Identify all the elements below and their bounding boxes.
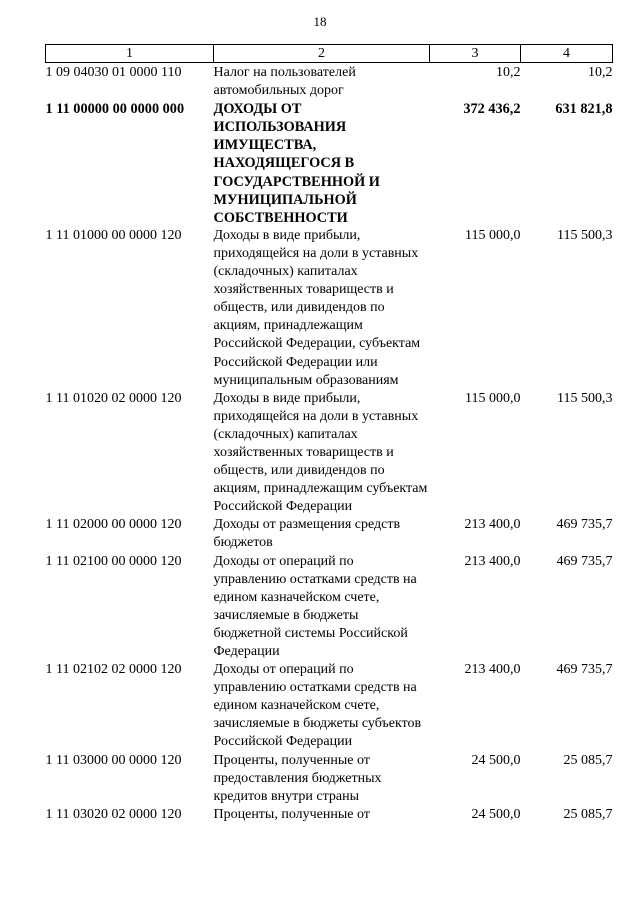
table-header-row (46, 45, 613, 63)
budget-code: 1 11 02000 00 0000 120 (45, 517, 182, 533)
column-header-4: 4 (521, 45, 613, 63)
budget-code: 1 11 01020 02 0000 120 (45, 390, 182, 406)
page-number: 18 (313, 14, 327, 29)
table-row (46, 661, 613, 751)
amount-col4: 25 085,7 (563, 752, 613, 768)
amount-col3: 213 400,0 (464, 553, 521, 569)
budget-code: 1 11 03020 02 0000 120 (45, 806, 182, 822)
revenue-name: Налог на пользователей автомобильных дорог (213, 65, 356, 99)
table-row (46, 516, 613, 552)
budget-code: 1 11 00000 00 0000 000 (45, 101, 185, 118)
amount-col3: 213 400,0 (464, 517, 521, 533)
revenue-name: Проценты, полученные от предоставления бюджетных кредитов внутри страны (213, 752, 382, 804)
amount-col3: 24 500,0 (471, 806, 521, 822)
amount-col4: 469 735,7 (556, 517, 613, 533)
revenue-name: Проценты, полученные от (213, 806, 370, 822)
amount-col4: 469 735,7 (556, 553, 613, 569)
revenue-name: Доходы от размещения средств бюджетов (213, 517, 401, 551)
table-row (46, 390, 613, 517)
revenue-name: ДОХОДЫ ОТ ИСПОЛЬЗОВАНИЯ ИМУЩЕСТВА, НАХОДЯЩЕГОСЯ В ГОСУДАРСТВЕННОЙ И МУНИЦИПАЛЬНОЙ СОБСТВЕННОСТИ (213, 101, 380, 226)
amount-col3: 372 436,2 (463, 101, 521, 118)
amount-col4: 469 735,7 (556, 662, 613, 678)
column-header-1: 1 (46, 45, 214, 63)
revenue-table (45, 44, 613, 824)
amount-col4: 115 500,3 (557, 390, 613, 406)
amount-col4: 25 085,7 (563, 806, 613, 822)
column-header-2: 2 (214, 45, 430, 63)
budget-code: 1 11 01000 00 0000 120 (45, 227, 182, 243)
amount-col4: 631 821,8 (555, 101, 613, 118)
table-row (46, 227, 613, 390)
amount-col3: 115 000,0 (465, 227, 521, 243)
table-row (46, 553, 613, 662)
amount-col3: 213 400,0 (464, 662, 521, 678)
amount-col4: 10,2 (588, 65, 613, 80)
revenue-name: Доходы в виде прибыли, приходящейся на доли в уставных (складочных) капиталах хозяйственных товариществ и обществ, или дивидендов по акциям, принадлежащим субъектам Российской Федерации (213, 390, 428, 515)
table-row (46, 63, 613, 101)
budget-code: 1 11 02100 00 0000 120 (45, 553, 182, 569)
table-row (46, 752, 613, 806)
revenue-name: Доходы в виде прибыли, приходящейся на доли в уставных (складочных) капиталах хозяйственных товариществ и обществ, или дивидендов по акциям, принадлежащим Российской Федерации, субъектам Российской Федерации или муниципальным образованиям (213, 227, 421, 388)
column-header-3: 3 (430, 45, 521, 63)
amount-col3: 24 500,0 (471, 752, 521, 768)
amount-col3: 115 000,0 (465, 390, 521, 406)
table-row (46, 806, 613, 824)
revenue-name: Доходы от операций по управлению остатками средств на едином казначейском счете, зачисляемые в бюджеты субъектов Российской Федерации (213, 662, 422, 750)
budget-code: 1 09 04030 01 0000 110 (45, 65, 182, 80)
budget-code: 1 11 03000 00 0000 120 (45, 752, 182, 768)
budget-code: 1 11 02102 02 0000 120 (45, 662, 182, 678)
table-row (46, 100, 613, 227)
amount-col3: 10,2 (496, 65, 521, 80)
revenue-name: Доходы от операций по управлению остатками средств на едином казначейском счете, зачисляемые в бюджеты бюджетной системы Российской Федерации (213, 553, 417, 659)
amount-col4: 115 500,3 (557, 227, 613, 243)
